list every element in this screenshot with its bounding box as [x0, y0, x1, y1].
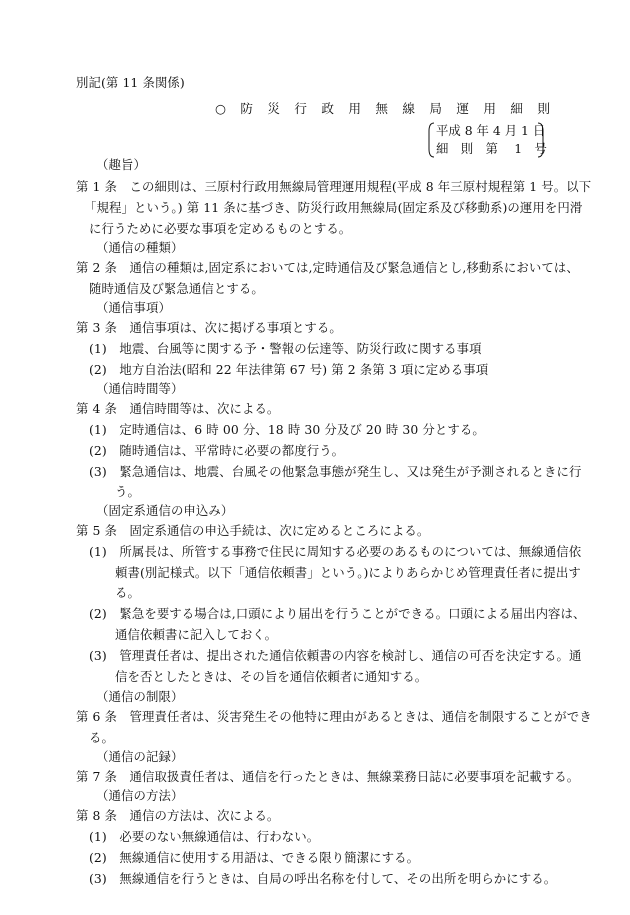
- article-5-item-1: (1) 所属長は、所管する事務で住民に周知する必要のあるものについては、無線通信依: [89, 544, 582, 559]
- article-4-item-3: (3) 緊急通信は、地震、台風その他緊急事態が発生し、又は発生が予測されるときに行: [89, 464, 582, 479]
- article-5-item-1-cont2: る。: [115, 585, 140, 600]
- heading-items: （通信事項）: [96, 300, 171, 315]
- article-5-item-3: (3) 管理責任者は、提出された通信依頼書の内容を検討し、通信の可否を決定する。通: [89, 648, 582, 663]
- article-3-item-2: (2) 地方自治法(昭和 22 年法律第 67 号) 第 2 条第 3 項に定める事項: [89, 362, 489, 377]
- regulation-number: 細 則 第 1 号: [436, 141, 547, 156]
- article-8-item-2: (2) 無線通信に使用する用語は、できる限り簡潔にする。: [89, 850, 420, 865]
- regulation-reference: [428, 122, 547, 158]
- heading-method: （通信の方法）: [96, 788, 184, 803]
- attachment-label: 別記(第 11 条関係): [76, 75, 185, 90]
- article-1-line-3: に行うために必要な事項を定めるものとする。: [89, 221, 352, 236]
- article-4-item-1: (1) 定時通信は、6 時 00 分、18 時 30 分及び 20 時 30 分とする。: [89, 422, 485, 437]
- article-5-item-1-cont: 頼書(別記様式。以下「通信依頼書」という。)によりあらかじめ管理責任者に提出す: [115, 565, 581, 580]
- article-8-item-3: (3) 無線通信を行うときは、自局の呼出名称を付して、その出所を明らかにする。: [89, 871, 557, 886]
- article-8-item-1: (1) 必要のない無線通信は、行わない。: [89, 829, 320, 844]
- heading-restriction: （通信の制限）: [96, 689, 184, 704]
- article-1-line-1: 第 1 条 この細則は、三原村行政用無線局管理運用規程(平成 8 年三原村規程第 1 号。以下: [76, 179, 592, 194]
- heading-fixed-application: （固定系通信の申込み）: [96, 503, 234, 518]
- heading-purpose: （趣旨）: [96, 157, 146, 172]
- article-4-item-3-cont: う。: [115, 484, 140, 499]
- regulation-date: 平成 8 年 4 月 1 日: [436, 123, 546, 138]
- heading-record: （通信の記録）: [96, 749, 184, 764]
- article-5-item-3-cont: 信を否としたときは、その旨を通信依頼者に通知する。: [115, 669, 428, 684]
- article-2-line-2: 随時通信及び緊急通信とする。: [89, 281, 264, 296]
- article-3-item-1: (1) 地震、台風等に関する予・警報の伝達等、防災行政に関する事項: [89, 341, 482, 356]
- article-5-item-2-cont: 通信依頼書に記入しておく。: [115, 627, 278, 642]
- article-2-line-1: 第 2 条 通信の種類は,固定系においては,定時通信及び緊急通信とし,移動系においては、: [76, 260, 579, 275]
- article-4-line-1: 第 4 条 通信時間等は、次による。: [76, 401, 280, 416]
- heading-types: （通信の種類）: [96, 240, 184, 255]
- article-4-item-2: (2) 随時通信は、平常時に必要の都度行う。: [89, 443, 345, 458]
- article-5-line-1: 第 5 条 固定系通信の申込手続は、次に定めるところによる。: [76, 523, 430, 538]
- article-1-line-2: 「規程」という。) 第 11 条に基づき、防災行政用無線局(固定系及び移動系)の運用を円滑: [84, 200, 583, 215]
- article-5-item-2: (2) 緊急を要する場合は,口頭により届出を行うことができる。口頭による届出内容は、: [89, 606, 586, 621]
- article-6-line-1: 第 6 条 管理責任者は、災害発生その他特に理由があるときは、通信を制限することができ: [76, 709, 592, 724]
- article-8-line-1: 第 8 条 通信の方法は、次による。: [76, 808, 280, 823]
- article-7-line-1: 第 7 条 通信取扱責任者は、通信を行ったときは、無線業務日誌に必要事項を記載する。: [76, 769, 580, 784]
- article-6-line-2: る。: [89, 730, 114, 745]
- page-title: ○ 防 災 行 政 用 無 線 局 運 用 細 則: [215, 101, 556, 116]
- heading-hours: （通信時間等）: [96, 381, 184, 396]
- article-3-line-1: 第 3 条 通信事項は、次に掲げる事項とする。: [76, 320, 342, 335]
